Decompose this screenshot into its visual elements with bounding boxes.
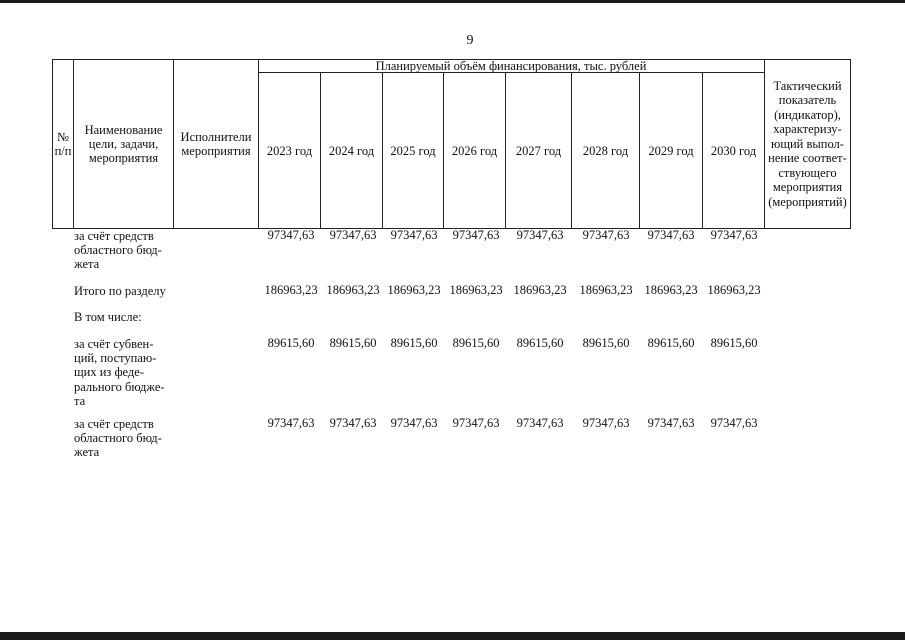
row-value: 186963,23 <box>449 283 503 297</box>
row-label: Итого по разделу <box>74 284 166 298</box>
row-value: 89615,60 <box>647 336 695 350</box>
header-funding-caption: Планируемый объём финансирования, тыс. рублей <box>375 59 647 73</box>
row-value: 97347,63 <box>582 416 630 430</box>
page-number: 9 <box>466 33 474 48</box>
row-value: 89615,60 <box>267 336 315 350</box>
header-year: 2025 год <box>390 143 436 158</box>
row-value: 89615,60 <box>329 336 377 350</box>
row-value: 97347,63 <box>390 416 438 430</box>
row-label: за счёт средств областного бюд-жета <box>74 417 162 460</box>
row-value: 186963,23 <box>387 283 441 297</box>
row-value: 186963,23 <box>579 283 633 297</box>
header-year: 2023 год <box>266 143 313 158</box>
row-value: 89615,60 <box>452 336 500 350</box>
row-value: 97347,63 <box>647 416 695 430</box>
header-name: Наименование цели, задачи, мероприятия <box>84 123 163 165</box>
header-year: 2030 год <box>710 143 757 158</box>
row-values <box>256 336 766 352</box>
row-value: 89615,60 <box>516 336 564 350</box>
row-value: 97347,63 <box>267 228 315 242</box>
row-value: 97347,63 <box>516 416 564 430</box>
header-year: 2028 год <box>582 143 629 158</box>
row-label: за счёт средств областного бюд-жета <box>74 229 162 272</box>
header-year: 2029 год <box>648 143 694 158</box>
row-value: 97347,63 <box>647 228 695 242</box>
header-year: 2026 год <box>451 143 498 158</box>
header-year: 2024 год <box>328 143 375 158</box>
header-executors: Исполнители мероприятия <box>180 130 252 158</box>
row-value: 97347,63 <box>329 416 377 430</box>
header-indicator: Тактический показатель (индикатор), характеризу-ющий выпол-нение соответ-ствующего мероприятия (мероприятий) <box>768 78 847 209</box>
row-value: 97347,63 <box>452 228 500 242</box>
row-values <box>256 416 766 432</box>
row-value: 186963,23 <box>644 283 698 297</box>
row-value: 89615,60 <box>710 336 758 350</box>
row-value: 186963,23 <box>264 283 318 297</box>
row-value: 186963,23 <box>326 283 380 297</box>
row-value: 97347,63 <box>710 228 758 242</box>
row-value: 97347,63 <box>267 416 315 430</box>
row-label: В том числе: <box>74 310 142 324</box>
row-value: 97347,63 <box>516 228 564 242</box>
row-value: 97347,63 <box>710 416 758 430</box>
row-values <box>256 283 766 299</box>
row-value: 97347,63 <box>390 228 438 242</box>
header-year: 2027 год <box>515 143 562 158</box>
col-divider <box>73 60 74 228</box>
header-number: № п/п <box>54 130 72 158</box>
row-value: 97347,63 <box>582 228 630 242</box>
row-value: 186963,23 <box>707 283 761 297</box>
row-value: 186963,23 <box>513 283 567 297</box>
row-value: 89615,60 <box>390 336 438 350</box>
row-value: 97347,63 <box>452 416 500 430</box>
row-value: 89615,60 <box>582 336 630 350</box>
scan-top-edge <box>0 0 905 3</box>
scan-bottom-edge <box>0 632 905 640</box>
row-label: за счёт субвен-ций, поступаю-щих из феде-рального бюдже-та <box>74 337 165 408</box>
row-value: 97347,63 <box>329 228 377 242</box>
row-values <box>256 228 766 244</box>
